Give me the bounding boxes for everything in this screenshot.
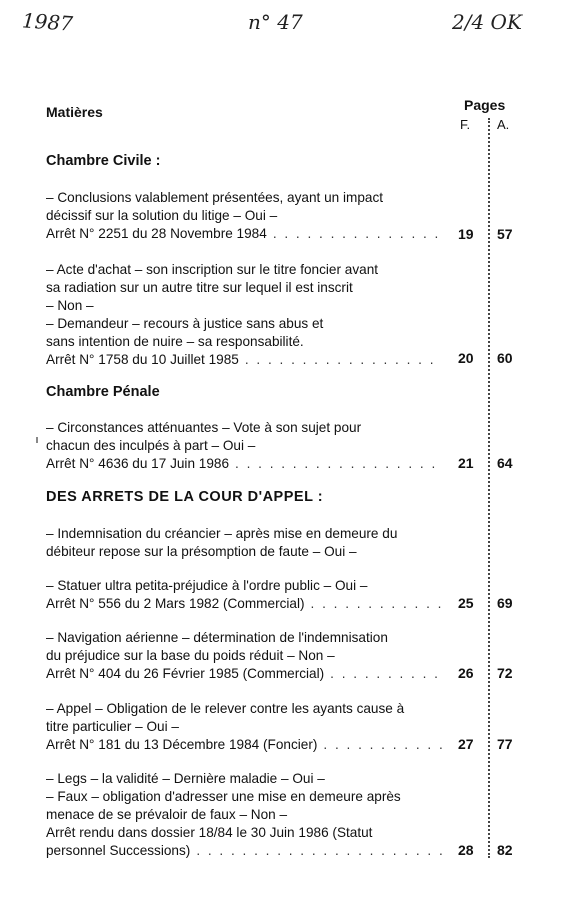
entry-line: – Statuer ultra petita-préjudice à l'ordre public – Oui – [46, 578, 368, 593]
entry-line: – Faux – obligation d'adresser une mise en demeure après [46, 789, 401, 804]
handwritten-year: 1987 [21, 8, 74, 36]
dot-leader [196, 842, 442, 860]
entry-line: – Circonstances atténuantes – Vote à son sujet pour [46, 420, 362, 435]
section-heading-appel: DES ARRETS DE LA COUR D'APPEL : [46, 489, 324, 505]
entry-line: – Conclusions valablement présentées, ayant un impact [46, 190, 384, 205]
reference-text: personnel Successions) [46, 843, 191, 858]
entry-reference [46, 842, 446, 860]
page-f-number: 19 [458, 226, 474, 242]
page-f-number: 26 [458, 665, 474, 681]
entry-reference [46, 351, 446, 369]
entry-line: sans intention de nuire – sa responsabilité. [46, 334, 304, 349]
page-f-number: 21 [458, 455, 474, 471]
dot-leader [311, 595, 442, 613]
entry-reference [46, 225, 446, 243]
dot-leader [323, 736, 442, 754]
dot-leader [273, 225, 442, 243]
reference-text: Arrêt N° 556 du 2 Mars 1982 (Commercial) [46, 596, 305, 611]
margin-mark [36, 437, 38, 443]
dot-leader [235, 455, 442, 473]
toc-entry [46, 770, 446, 860]
entry-reference [46, 736, 446, 754]
toc-entry [46, 419, 446, 473]
toc-entry [46, 525, 446, 561]
page-a-number: 77 [497, 736, 513, 752]
entry-line: du préjudice sur la base du poids réduit – Non – [46, 648, 335, 663]
entry-line: Arrêt rendu dans dossier 18/84 le 30 Juin 1986 (Statut [46, 825, 373, 840]
reference-text: Arrêt N° 404 du 26 Février 1985 (Commercial) [46, 666, 325, 681]
entry-line: – Demandeur – recours à justice sans abus et [46, 316, 324, 331]
entry-line: sa radiation sur un autre titre sur lequel il est inscrit [46, 280, 353, 295]
entry-line: – Legs – la validité – Dernière maladie – Oui – [46, 771, 325, 786]
section-heading-civile: Chambre Civile : [46, 153, 161, 169]
toc-entry [46, 629, 446, 683]
dot-leader [330, 665, 442, 683]
page-f-number: 20 [458, 350, 474, 366]
page-f-number: 25 [458, 595, 474, 611]
toc-entry [46, 261, 446, 369]
entry-line: – Appel – Obligation de le relever contre les ayants cause à [46, 701, 405, 716]
column-a-label: A. [497, 117, 510, 132]
entry-line: décissif sur la solution du litige – Oui – [46, 208, 278, 223]
toc-entry [46, 189, 446, 243]
entry-line: menace de se prévaloir de faux – Non – [46, 807, 288, 822]
reference-text: Arrêt N° 181 du 13 Décembre 1984 (Foncier) [46, 737, 318, 752]
column-f-label: F. [460, 117, 471, 132]
reference-text: Arrêt N° 4636 du 17 Juin 1986 [46, 456, 230, 471]
entry-line: débiteur repose sur la présomption de faute – Oui – [46, 544, 357, 559]
page-title: Matières [46, 104, 103, 120]
page-a-number: 69 [497, 595, 513, 611]
dot-leader [245, 351, 442, 369]
page-a-number: 82 [497, 842, 513, 858]
entry-reference [46, 665, 446, 683]
reference-text: Arrêt N° 1758 du 10 Juillet 1985 [46, 352, 239, 367]
entry-line: chacun des inculpés à part – Oui – [46, 438, 256, 453]
entry-line: – Non – [46, 298, 94, 313]
entry-reference [46, 455, 446, 473]
page-f-number: 28 [458, 842, 474, 858]
page-a-number: 57 [497, 226, 513, 242]
pages-label: Pages [464, 97, 506, 113]
page-a-number: 60 [497, 350, 513, 366]
page-a-number: 64 [497, 455, 513, 471]
page-a-number: 72 [497, 665, 513, 681]
page-f-number: 27 [458, 736, 474, 752]
entry-line: – Navigation aérienne – détermination de l'indemnisation [46, 630, 388, 645]
column-divider [488, 118, 490, 858]
entry-reference [46, 595, 446, 613]
section-heading-penale: Chambre Pénale [46, 384, 160, 400]
entry-line: – Indemnisation du créancier – après mise en demeure du [46, 526, 398, 541]
entry-line: titre particulier – Oui – [46, 719, 179, 734]
toc-entry [46, 700, 446, 754]
reference-text: Arrêt N° 2251 du 28 Novembre 1984 [46, 226, 267, 241]
toc-entry [46, 577, 446, 613]
handwritten-pages: 2/4 OK [452, 10, 522, 34]
entry-line: – Acte d'achat – son inscription sur le titre foncier avant [46, 262, 379, 277]
handwritten-number: n° 47 [248, 10, 303, 34]
